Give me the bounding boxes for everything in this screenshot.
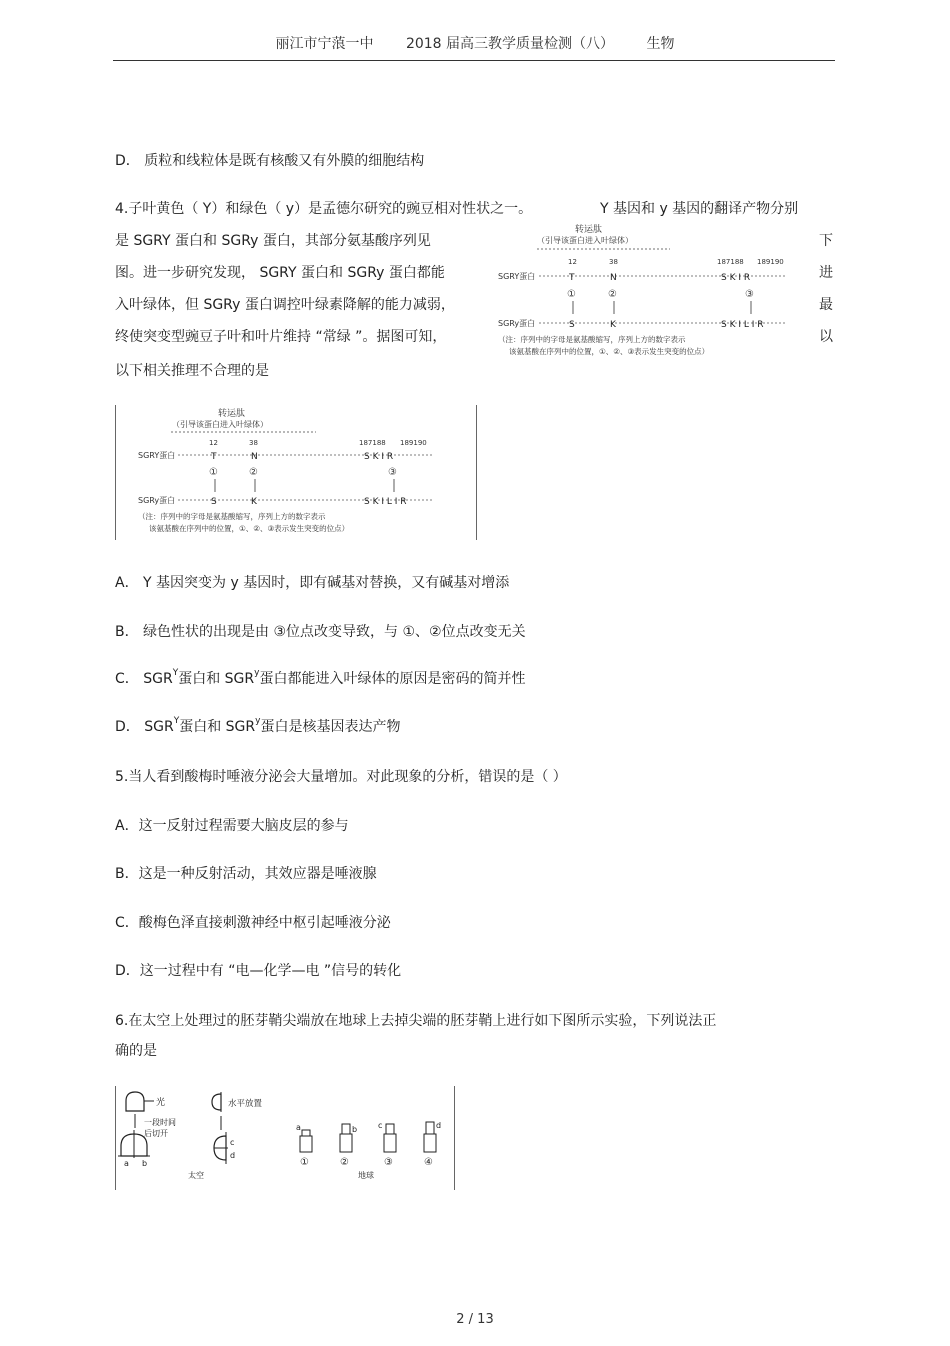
page-header [0,33,950,53]
q4-line-4: 入叶绿体，但 SGRy 蛋白调控叶绿素降解的能力减弱， [115,297,455,313]
q4-option-c-sup2: y [254,668,260,678]
transit-note: （引导该蛋白进入叶绿体） [537,236,633,245]
row1-label: SGRY蛋白 [498,272,536,281]
earth-label: 地球 [358,1171,374,1180]
time-label-1: 一段时间 [144,1118,176,1127]
label-d: d [230,1151,236,1160]
seedling-3-tip [386,1124,394,1134]
note-line-2: 该氨基酸在序列中的位置，①、②、③表示发生突变的位点） [509,347,710,356]
pos-189-190-large: 189190 [400,439,427,447]
q4-option-c-mid: 蛋白和 SGR [178,671,255,687]
label-b: b [142,1159,148,1168]
q4-line-5-right: 以 [819,329,833,345]
school-name: 丽江市宁蒗一中 [275,36,374,52]
q4-option-d-sup2: y [255,716,261,726]
seedling-1-tip [302,1130,310,1136]
q4-option-c-post: 蛋白都能进入叶绿体的原因是密码的简并性 [259,671,526,687]
mutation-3: ③ [745,289,754,300]
seedling-3-label: c [378,1121,383,1130]
q4-option-d-sup1: Y [173,716,180,726]
note-line-2-large: 该氨基酸在序列中的位置，①、②、③表示发生突变的位点） [149,524,350,533]
q4-option-c [115,668,525,688]
q4-option-a: A． Y 基因突变为 y 基因时，即有碱基对替换，又有碱基对增添 [115,575,510,591]
mutation-2: ② [608,289,617,300]
q5-option-b: B．这是一种反射活动，其效应器是唾液腺 [115,866,377,882]
row2-K-large: K [251,497,257,507]
q4-option-d-mid: 蛋白和 SGR [179,719,256,735]
seedling-2-tip [342,1124,350,1134]
subject: 生物 [646,36,675,52]
sequence-diagram-large [116,405,476,540]
seedling-1-stem [300,1136,312,1152]
q4-line-3: 图。进一步研究发现， SGRY 蛋白和 SGRy 蛋白都能 [115,265,445,281]
mutation-1-large: ① [209,467,218,478]
note-line-1-large: （注：序列中的字母是氨基酸缩写，序列上方的数字表示 [138,512,326,521]
q4-line-5: 终使突变型豌豆子叶和叶片维持 “常绿 ”。据图可知， [115,329,447,345]
q5-option-a: A．这一反射过程需要大脑皮层的参与 [115,818,349,834]
pos-187-188-large: 187188 [359,439,386,447]
light-label: 光 [156,1098,166,1108]
q5-option-d: D．这一过程中有 “电—化学—电 ”信号的转化 [115,963,402,979]
row2-label-large: SGRy蛋白 [138,496,176,505]
time-label-2: 后切开 [144,1129,168,1138]
pos-12: 12 [568,258,577,266]
seedling-2-number: ② [340,1157,349,1168]
pos-38-large: 38 [249,439,258,447]
seedling-2-stem [340,1134,352,1152]
row2-label: SGRy蛋白 [498,319,536,328]
q4-line-1a: 4.子叶黄色（ Y）和绿色（ y）是孟德尔研究的豌豆相对性状之一。 [115,201,533,217]
seedling-1-number: ① [300,1157,309,1168]
row2-tail: S K I L I R [721,320,764,330]
q4-line-3-right: 进 [819,265,833,281]
q4-line-1b: Y 基因和 y 基因的翻译产物分别 [600,201,799,217]
transit-note-large: （引导该蛋白进入叶绿体） [172,420,268,429]
horizontal-tip-icon [212,1094,221,1110]
q6-line-2: 确的是 [115,1043,157,1059]
experiment-figure [115,1086,455,1190]
row2-S: S [569,320,575,330]
q4-option-b: B． 绿色性状的出现是由 ③位点改变导致，与 ①、②位点改变无关 [115,624,526,640]
page-number: 2 / 13 [456,1312,494,1327]
exam-title: 2018 届高三教学质量检测（八） [405,36,615,52]
sequence-figure-large [115,405,477,540]
row1-tail: S K I R [721,273,751,283]
q4-option-d [115,716,400,736]
seedling-4 [424,1121,441,1168]
q4-option-c-sup1: Y [172,668,179,678]
label-c: c [230,1138,235,1147]
seedling-4-tip [426,1122,434,1134]
q4-line-4-right: 最 [819,297,833,313]
q4-line-2-right: 下 [819,233,833,249]
q5-option-c: C．酸梅色泽直接刺激神经中枢引起唾液分泌 [115,915,391,931]
seedling-2-label: b [352,1125,358,1134]
q4-option-d-pre: D． SGR [115,719,174,735]
pos-38: 38 [609,258,618,266]
header-rule [113,60,835,61]
horizontal-label: 水平放置 [228,1099,263,1109]
seedling-3-stem [384,1134,396,1152]
row2-K: K [610,320,616,330]
row1-label-large: SGRY蛋白 [138,451,176,460]
pos-187-188: 187188 [717,258,744,266]
experiment-diagram [116,1086,454,1190]
q3-option-d: D． 质粒和线粒体是既有核酸又有外膜的细胞结构 [115,153,425,169]
sequence-diagram-small [495,222,813,360]
mutation-3-large: ③ [388,467,397,478]
row2-tail-large: S K I L I R [364,497,407,507]
row2-S-large: S [211,497,217,507]
seedling-2 [340,1124,357,1168]
seedling-4-label: d [436,1121,442,1130]
mutation-1: ① [567,289,576,300]
transit-peptide-label-large: 转运肽 [218,409,246,419]
label-a: a [124,1159,129,1168]
row1-N-large: N [251,452,258,462]
sequence-figure-small [495,222,813,360]
q5-stem: 5.当人看到酸梅时唾液分泌会大量增加。对此现象的分析，错误的是（ ） [115,769,567,785]
row1-T-large: T [211,452,217,462]
seedling-4-stem [424,1134,436,1152]
note-line-1: （注：序列中的字母是氨基酸缩写，序列上方的数字表示 [498,335,686,344]
row1-tail-large: S K I R [364,452,394,462]
pos-189-190: 189190 [757,258,784,266]
q4-line-6: 以下相关推理不合理的是 [115,363,269,379]
coleoptile-tip-icon [126,1092,144,1111]
q6-line-1: 6.在太空上处理过的胚芽鞘尖端放在地球上去掉尖端的胚芽鞘上进行如下图所示实验，下列说法正 [115,1013,717,1029]
transit-peptide-label: 转运肽 [575,225,603,235]
seedling-3-number: ③ [384,1157,393,1168]
row1-N: N [610,273,617,283]
seedling-4-number: ④ [424,1157,433,1168]
q4-option-d-post: 蛋白是核基因表达产物 [260,719,401,735]
seedling-1-label: a [296,1123,301,1132]
seedling-1 [296,1123,312,1168]
q4-line-2: 是 SGRY 蛋白和 SGRy 蛋白，其部分氨基酸序列见 [115,233,431,249]
mutation-2-large: ② [249,467,258,478]
seedling-3 [378,1121,396,1168]
q4-option-c-pre: C． SGR [115,671,173,687]
row1-T: T [569,273,575,283]
space-label: 太空 [188,1171,204,1180]
pos-12-large: 12 [209,439,218,447]
